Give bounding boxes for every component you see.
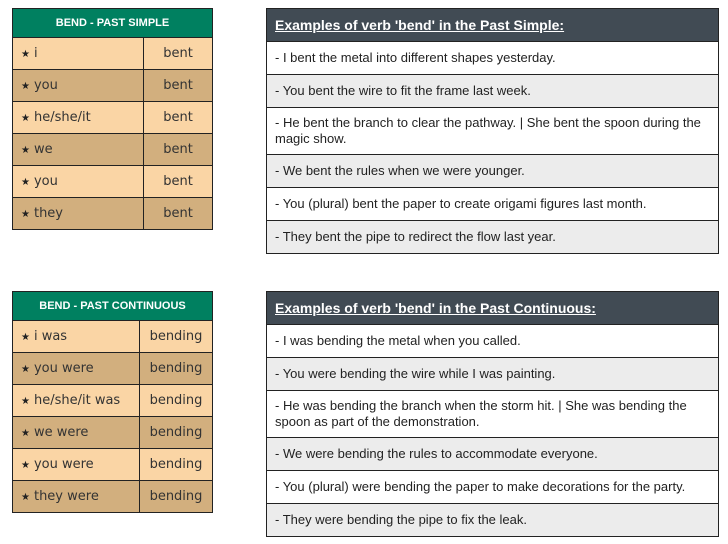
pronoun: he/she/it was [33,393,121,408]
table-row [13,449,213,481]
example-row [267,188,719,221]
examples-title: Examples of verb 'bend' in the Past Continuous: [267,292,719,325]
pronoun: you were [33,457,94,472]
pronoun: they were [33,489,99,504]
table-row [13,70,213,102]
table-title: BEND - PAST CONTINUOUS [13,292,213,321]
star-icon: ★ [21,396,30,407]
example-row [267,471,719,504]
pronoun: you were [33,361,94,376]
example-text: - He was bending the branch when the storm hit. | She was bending the spoon as part of the demonstration. [267,391,719,438]
example-row [267,75,719,108]
example-text: - We bent the rules when we were younger. [267,155,719,188]
pronoun: we [33,142,53,157]
example-row [267,108,719,155]
star-icon: ★ [21,428,30,439]
example-row [267,391,719,438]
table-row [13,102,213,134]
example-row [267,504,719,537]
verb-form: bending [140,321,213,353]
table-row [13,385,213,417]
table-row [13,134,213,166]
star-icon: ★ [21,492,30,503]
pronoun: they [33,206,63,221]
verb-form: bent [144,166,213,198]
verb-form: bent [144,198,213,230]
verb-form: bending [140,353,213,385]
star-icon: ★ [21,332,30,343]
verb-form: bending [140,449,213,481]
pronoun: you [33,174,58,189]
example-text: - We were bending the rules to accommodate everyone. [267,438,719,471]
star-icon: ★ [21,113,30,124]
table-row [13,198,213,230]
verb-form: bent [144,38,213,70]
table-row [13,481,213,513]
pronoun: i was [33,329,68,344]
example-text: - I was bending the metal when you called. [267,325,719,358]
star-icon: ★ [21,209,30,220]
verb-form: bending [140,417,213,449]
example-text: - You (plural) bent the paper to create origami figures last month. [267,188,719,221]
table-row [13,166,213,198]
verb-form: bent [144,102,213,134]
star-icon: ★ [21,49,30,60]
star-icon: ★ [21,177,30,188]
verb-form: bent [144,70,213,102]
table-row [13,321,213,353]
example-text: - He bent the branch to clear the pathway. | She bent the spoon during the magic show. [267,108,719,155]
verb-form: bent [144,134,213,166]
example-row [267,221,719,254]
past-continuous-examples-table [266,291,719,537]
pronoun: he/she/it [33,110,91,125]
table-row [13,38,213,70]
pronoun: we were [33,425,89,440]
star-icon: ★ [21,145,30,156]
example-text: - You were bending the wire while I was painting. [267,358,719,391]
star-icon: ★ [21,81,30,92]
star-icon: ★ [21,364,30,375]
example-row [267,42,719,75]
example-row [267,155,719,188]
example-row [267,325,719,358]
pronoun: i [33,46,38,61]
past-simple-examples-table [266,8,719,254]
example-text: - You (plural) were bending the paper to make decorations for the party. [267,471,719,504]
pronoun: you [33,78,58,93]
table-row [13,417,213,449]
example-row [267,438,719,471]
table-title: BEND - PAST SIMPLE [13,9,213,38]
verb-form: bending [140,481,213,513]
example-text: - You bent the wire to fit the frame last week. [267,75,719,108]
past-simple-conjugation-table [12,8,213,230]
examples-title: Examples of verb 'bend' in the Past Simple: [267,9,719,42]
example-text: - They were bending the pipe to fix the leak. [267,504,719,537]
star-icon: ★ [21,460,30,471]
example-text: - They bent the pipe to redirect the flow last year. [267,221,719,254]
example-row [267,358,719,391]
past-continuous-conjugation-table [12,291,213,513]
table-row [13,353,213,385]
verb-form: bending [140,385,213,417]
example-text: - I bent the metal into different shapes yesterday. [267,42,719,75]
